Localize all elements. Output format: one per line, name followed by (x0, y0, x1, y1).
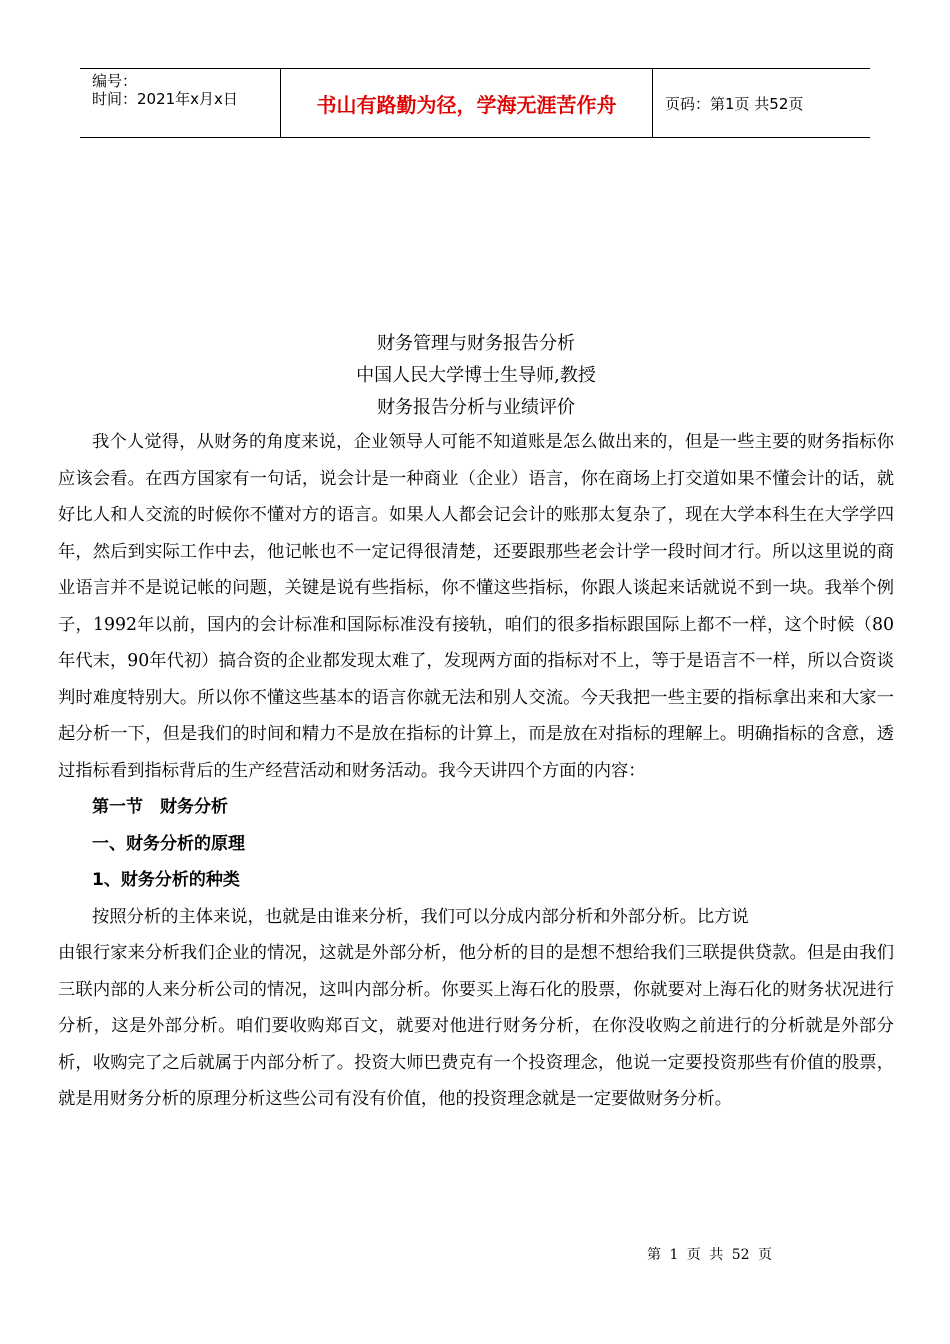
header-page-info: 页码：第1页 共52页 (665, 94, 804, 113)
header-meta (80, 69, 281, 137)
doc-title: 财务管理与财务报告分析 (377, 333, 575, 354)
page-footer: 第 1 页 共 52 页 (647, 1247, 772, 1263)
time-label: 时间：2021年x月x日 (92, 90, 238, 108)
intro-paragraph: 我个人觉得，从财务的角度来说，企业领导人可能不知道账是怎么做出来的，但是一些主要的财务指标你应该会看。在西方国家有一句话，说会计是一种商业（企业）语言，你在商场上打交道如果不懂会计的话，就好比人和人交流的时候你不懂对方的语言。如果人人都会记会计的账那太复杂了，现在大学本科生在大学学四年，然后到实际工作中去，他记帐也不一定记得很清楚，还要跟那些老会计学一段时间才行。所以这里说的商业语言并不是说记帐的问题，关键是说有些指标，你不懂这些指标，你跟人谈起来话就说不到一块。我举个例子，1992年以前，国内的会计标准和国际标准没有接轨，咱们的很多指标跟国际上都不一样，这个时候（80年代末，90年代初）搞合资的企业都发现太难了，发现两方面的指标对不上，等于是语言不一样，所以合资谈判时难度特别大。所以你不懂这些基本的语言你就无法和别人交流。今天我把一些主要的指标拿出来和大家一起分析一下，但是我们的时间和精力不是放在指标的计算上，而是放在对指标的理解上。明确指标的含意，透过指标看到指标背后的生产经营活动和财务活动。我今天讲四个方面的内容： (58, 432, 894, 781)
header-motto: 书山有路勤为径，学海无涯苦作舟 (281, 69, 653, 137)
subsection-heading: 一、财务分析的原理 (92, 833, 245, 854)
body-paragraph: 由银行家来分析我们企业的情况，这就是外部分析，他分析的目的是想不想给我们三联提供贷款。但是由我们三联内部的人来分析公司的情况，这叫内部分析。你要买上海石化的股票，你就要对上海石化的财务状况进行分析，这是外部分析。咱们要收购郑百文，就要对他进行财务分析，在你没收购之前进行的分析就是外部分析，收购完了之后就属于内部分析了。投资大师巴费克有一个投资理念，他说一定要投资那些有价值的股票，就是用财务分析的原理分析这些公司有没有价值，他的投资理念就是一定要做财务分析。 (58, 943, 894, 1109)
doc-subtitle: 财务报告分析与业绩评价 (377, 397, 575, 418)
section-heading: 第一节 财务分析 (92, 797, 228, 817)
doc-author: 中国人民大学博士生导师,教授 (356, 365, 596, 386)
number-label: 编号： (92, 72, 138, 90)
body-line-1: 按照分析的主体来说，也就是由谁来分析，我们可以分成内部分析和外部分析。比方说 (92, 906, 749, 927)
subsubsection-heading: 1、财务分析的种类 (92, 870, 240, 890)
document-body (58, 328, 894, 1118)
page-header (80, 68, 870, 138)
